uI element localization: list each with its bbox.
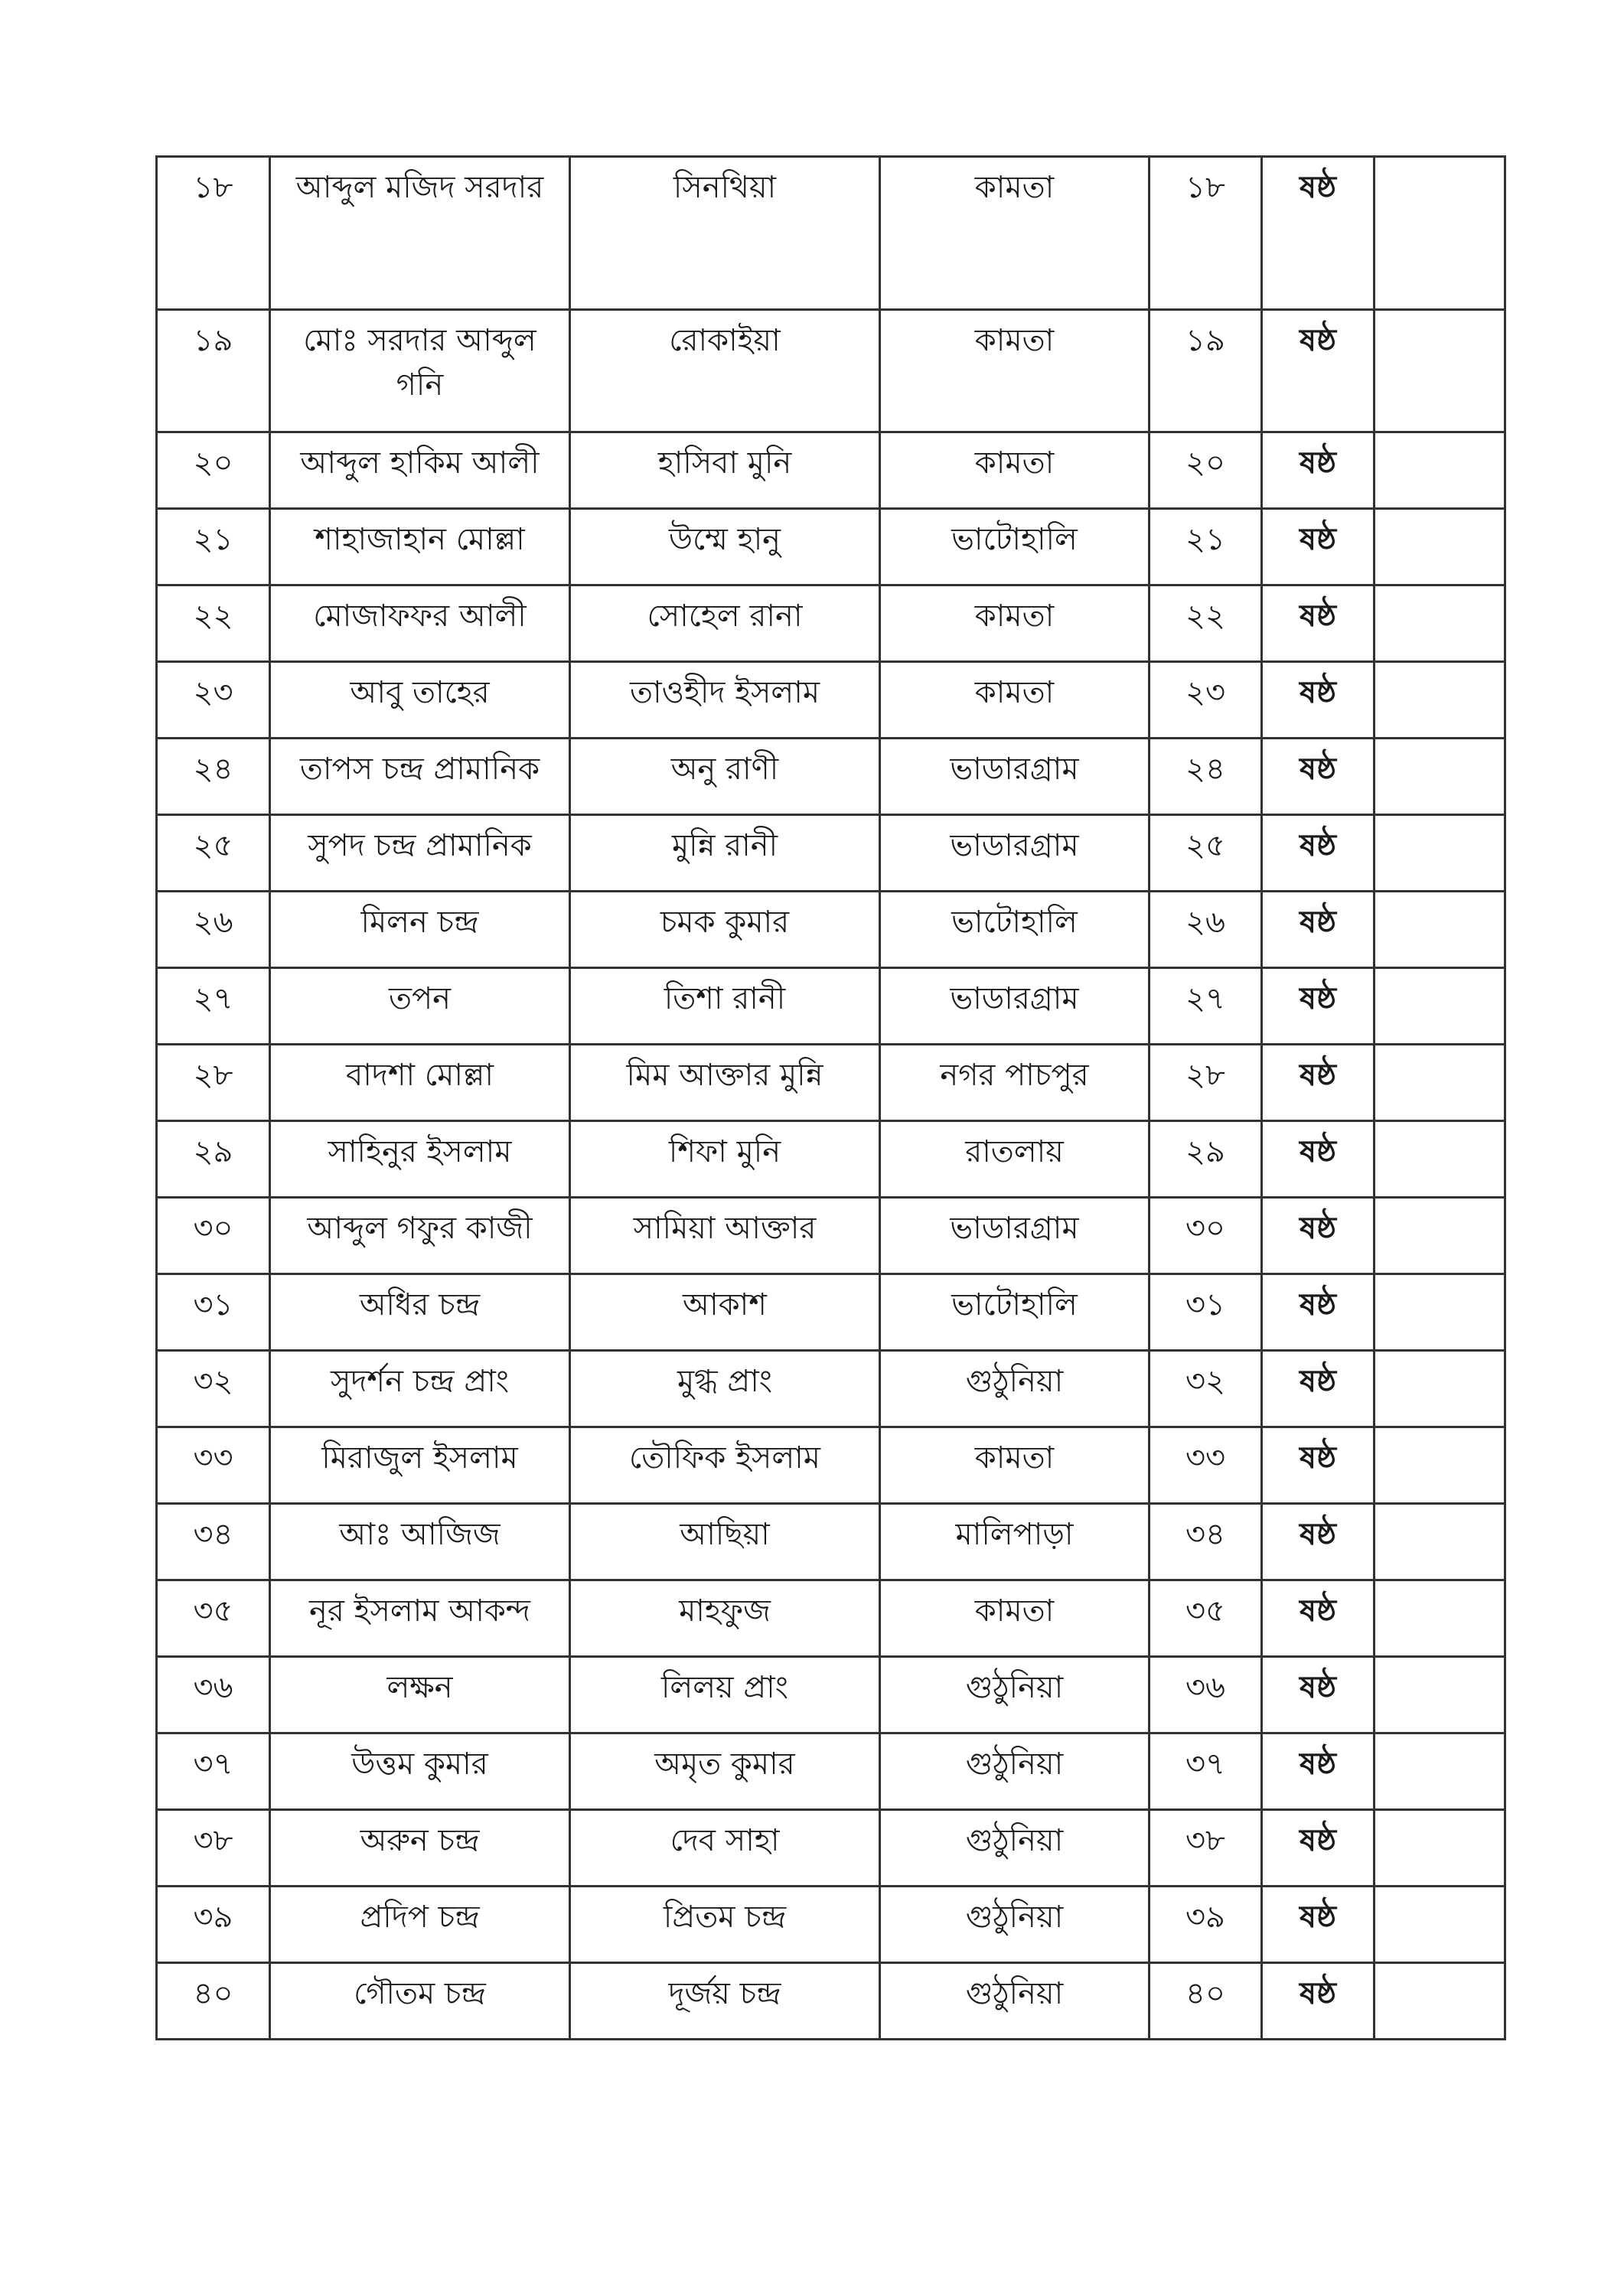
table-row (157, 1198, 1505, 1274)
remarks-cell (1375, 509, 1505, 585)
village-cell: ভাডারগ্রাম (880, 815, 1150, 892)
roll-cell: ২৮ (1150, 1045, 1262, 1121)
class-cell: ষষ্ঠ (1262, 157, 1375, 310)
student-name-cell: অনু রাণী (570, 739, 880, 815)
guardian-name-cell: বাদশা মোল্লা (270, 1045, 570, 1121)
student-name-cell: লিলয় প্রাং (570, 1657, 880, 1733)
remarks-cell (1375, 892, 1505, 968)
serial-cell: ৩৪ (157, 1504, 270, 1580)
serial-cell: ৩৫ (157, 1580, 270, 1657)
remarks-cell (1375, 157, 1505, 310)
village-cell: ভাডারগ্রাম (880, 1198, 1150, 1274)
table-row (157, 1274, 1505, 1351)
guardian-name-cell: সুপদ চন্দ্র প্রামানিক (270, 815, 570, 892)
table-row (157, 1427, 1505, 1504)
village-cell: কামতা (880, 157, 1150, 310)
roll-cell: ২৯ (1150, 1121, 1262, 1198)
serial-cell: ৩১ (157, 1274, 270, 1351)
guardian-name-cell: আব্দুল মজিদ সরদার (270, 157, 570, 310)
serial-cell: ২৫ (157, 815, 270, 892)
student-roster-table (155, 155, 1506, 2040)
class-cell: ষষ্ঠ (1262, 585, 1375, 662)
remarks-cell (1375, 1274, 1505, 1351)
student-name-cell: চমক কুমার (570, 892, 880, 968)
table-row (157, 1351, 1505, 1427)
table-row (157, 892, 1505, 968)
class-cell: ষষ্ঠ (1262, 968, 1375, 1045)
class-cell: ষষ্ঠ (1262, 1963, 1375, 2040)
serial-cell: ৩৯ (157, 1887, 270, 1963)
guardian-name-cell: মোজাফফর আলী (270, 585, 570, 662)
serial-cell: ২৯ (157, 1121, 270, 1198)
village-cell: গুঠুনিয়া (880, 1963, 1150, 2040)
class-cell: ষষ্ঠ (1262, 1198, 1375, 1274)
class-cell: ষষ্ঠ (1262, 739, 1375, 815)
table-row (157, 968, 1505, 1045)
guardian-name-cell: উত্তম কুমার (270, 1733, 570, 1810)
student-name-cell: মিম আক্তার মুন্নি (570, 1045, 880, 1121)
class-cell: ষষ্ঠ (1262, 1427, 1375, 1504)
table-row (157, 1810, 1505, 1887)
remarks-cell (1375, 432, 1505, 509)
village-cell: গুঠুনিয়া (880, 1810, 1150, 1887)
remarks-cell (1375, 1351, 1505, 1427)
roll-cell: ২৩ (1150, 662, 1262, 739)
class-cell: ষষ্ঠ (1262, 310, 1375, 432)
village-cell: কামতা (880, 432, 1150, 509)
class-cell: ষষ্ঠ (1262, 432, 1375, 509)
guardian-name-cell: প্রদিপ চন্দ্র (270, 1887, 570, 1963)
remarks-cell (1375, 310, 1505, 432)
guardian-name-cell: আবু তাহের (270, 662, 570, 739)
village-cell: গুঠুনিয়া (880, 1351, 1150, 1427)
class-cell: ষষ্ঠ (1262, 1504, 1375, 1580)
table-row (157, 310, 1505, 432)
class-cell: ষষ্ঠ (1262, 1121, 1375, 1198)
student-name-cell: তিশা রানী (570, 968, 880, 1045)
student-name-cell: উম্মে হানু (570, 509, 880, 585)
roll-cell: ৪০ (1150, 1963, 1262, 2040)
student-name-cell: মুন্নি রানী (570, 815, 880, 892)
roster-sheet (155, 155, 1504, 2040)
remarks-cell (1375, 1963, 1505, 2040)
remarks-cell (1375, 1657, 1505, 1733)
remarks-cell (1375, 1121, 1505, 1198)
class-cell: ষষ্ঠ (1262, 1274, 1375, 1351)
village-cell: ভাডারগ্রাম (880, 739, 1150, 815)
roster-body (157, 157, 1505, 2040)
student-name-cell: মুগ্ধ প্রাং (570, 1351, 880, 1427)
serial-cell: ৩৭ (157, 1733, 270, 1810)
remarks-cell (1375, 1887, 1505, 1963)
serial-cell: ২২ (157, 585, 270, 662)
serial-cell: ২৭ (157, 968, 270, 1045)
table-row (157, 1963, 1505, 2040)
guardian-name-cell: সাহিনুর ইসলাম (270, 1121, 570, 1198)
serial-cell: ২৪ (157, 739, 270, 815)
serial-cell: ২১ (157, 509, 270, 585)
student-name-cell: সিনথিয়া (570, 157, 880, 310)
roll-cell: ৩৬ (1150, 1657, 1262, 1733)
roll-cell: ৩৭ (1150, 1733, 1262, 1810)
village-cell: কামতা (880, 1427, 1150, 1504)
student-name-cell: দূর্জয় চন্দ্র (570, 1963, 880, 2040)
roll-cell: ৩৫ (1150, 1580, 1262, 1657)
class-cell: ষষ্ঠ (1262, 1887, 1375, 1963)
table-row (157, 432, 1505, 509)
village-cell: গুঠুনিয়া (880, 1657, 1150, 1733)
serial-cell: ২৮ (157, 1045, 270, 1121)
roll-cell: ৩৮ (1150, 1810, 1262, 1887)
student-name-cell: মাহফুজ (570, 1580, 880, 1657)
guardian-name-cell: তাপস চন্দ্র প্রামানিক (270, 739, 570, 815)
serial-cell: ১৮ (157, 157, 270, 310)
student-name-cell: দেব সাহা (570, 1810, 880, 1887)
remarks-cell (1375, 815, 1505, 892)
village-cell: গুঠুনিয়া (880, 1887, 1150, 1963)
class-cell: ষষ্ঠ (1262, 892, 1375, 968)
village-cell: ভাডারগ্রাম (880, 968, 1150, 1045)
village-cell: রাতলায় (880, 1121, 1150, 1198)
table-row (157, 1580, 1505, 1657)
remarks-cell (1375, 662, 1505, 739)
class-cell: ষষ্ঠ (1262, 1045, 1375, 1121)
table-row (157, 1887, 1505, 1963)
class-cell: ষষ্ঠ (1262, 662, 1375, 739)
village-cell: মালিপাড়া (880, 1504, 1150, 1580)
student-name-cell: আকাশ (570, 1274, 880, 1351)
roll-cell: ৩২ (1150, 1351, 1262, 1427)
roll-cell: ২১ (1150, 509, 1262, 585)
roll-cell: ২০ (1150, 432, 1262, 509)
roll-cell: ২৬ (1150, 892, 1262, 968)
remarks-cell (1375, 585, 1505, 662)
roll-cell: ২৭ (1150, 968, 1262, 1045)
roll-cell: ২৪ (1150, 739, 1262, 815)
village-cell: ভাটোহালি (880, 892, 1150, 968)
guardian-name-cell: আব্দুল গফুর কাজী (270, 1198, 570, 1274)
village-cell: ভাটোহালি (880, 509, 1150, 585)
table-row (157, 662, 1505, 739)
village-cell: ভাটোহালি (880, 1274, 1150, 1351)
roll-cell: ২৫ (1150, 815, 1262, 892)
roll-cell: ৩৪ (1150, 1504, 1262, 1580)
village-cell: কামতা (880, 1580, 1150, 1657)
class-cell: ষষ্ঠ (1262, 815, 1375, 892)
guardian-name-cell: সুদর্শন চন্দ্র প্রাং (270, 1351, 570, 1427)
roll-cell: ২২ (1150, 585, 1262, 662)
student-name-cell: হাসিবা মুনি (570, 432, 880, 509)
table-row (157, 157, 1505, 310)
guardian-name-cell: নূর ইসলাম আকন্দ (270, 1580, 570, 1657)
remarks-cell (1375, 1198, 1505, 1274)
guardian-name-cell: অধির চন্দ্র (270, 1274, 570, 1351)
village-cell: কামতা (880, 662, 1150, 739)
remarks-cell (1375, 1580, 1505, 1657)
serial-cell: ৪০ (157, 1963, 270, 2040)
serial-cell: ২৩ (157, 662, 270, 739)
guardian-name-cell: গৌতম চন্দ্র (270, 1963, 570, 2040)
class-cell: ষষ্ঠ (1262, 1657, 1375, 1733)
serial-cell: ৩০ (157, 1198, 270, 1274)
student-name-cell: তাওহীদ ইসলাম (570, 662, 880, 739)
serial-cell: ২০ (157, 432, 270, 509)
remarks-cell (1375, 739, 1505, 815)
student-name-cell: প্রিতম চন্দ্র (570, 1887, 880, 1963)
guardian-name-cell: মিলন চন্দ্র (270, 892, 570, 968)
guardian-name-cell: শাহাজাহান মোল্লা (270, 509, 570, 585)
serial-cell: ৩৩ (157, 1427, 270, 1504)
remarks-cell (1375, 1810, 1505, 1887)
table-row (157, 739, 1505, 815)
serial-cell: ২৬ (157, 892, 270, 968)
table-row (157, 1121, 1505, 1198)
student-name-cell: রোকাইয়া (570, 310, 880, 432)
remarks-cell (1375, 1733, 1505, 1810)
roll-cell: ৩১ (1150, 1274, 1262, 1351)
student-name-cell: সামিয়া আক্তার (570, 1198, 880, 1274)
guardian-name-cell: লক্ষন (270, 1657, 570, 1733)
table-row (157, 509, 1505, 585)
table-row (157, 1733, 1505, 1810)
roll-cell: ৩৯ (1150, 1887, 1262, 1963)
serial-cell: ৩৮ (157, 1810, 270, 1887)
guardian-name-cell: আঃ আজিজ (270, 1504, 570, 1580)
remarks-cell (1375, 1504, 1505, 1580)
roll-cell: ১৯ (1150, 310, 1262, 432)
village-cell: কামতা (880, 585, 1150, 662)
student-name-cell: তৌফিক ইসলাম (570, 1427, 880, 1504)
class-cell: ষষ্ঠ (1262, 1351, 1375, 1427)
village-cell: নগর পাচপুর (880, 1045, 1150, 1121)
guardian-name-cell: তপন (270, 968, 570, 1045)
village-cell: গুঠুনিয়া (880, 1733, 1150, 1810)
class-cell: ষষ্ঠ (1262, 1810, 1375, 1887)
table-row (157, 815, 1505, 892)
serial-cell: ৩৬ (157, 1657, 270, 1733)
guardian-name-cell: মোঃ সরদার আব্দুল গনি (270, 310, 570, 432)
table-row (157, 1657, 1505, 1733)
guardian-name-cell: মিরাজুল ইসলাম (270, 1427, 570, 1504)
class-cell: ষষ্ঠ (1262, 509, 1375, 585)
table-row (157, 1045, 1505, 1121)
remarks-cell (1375, 1427, 1505, 1504)
student-name-cell: সোহেল রানা (570, 585, 880, 662)
table-row (157, 1504, 1505, 1580)
village-cell: কামতা (880, 310, 1150, 432)
class-cell: ষষ্ঠ (1262, 1580, 1375, 1657)
serial-cell: ৩২ (157, 1351, 270, 1427)
student-name-cell: অমৃত কুমার (570, 1733, 880, 1810)
roll-cell: ১৮ (1150, 157, 1262, 310)
remarks-cell (1375, 968, 1505, 1045)
student-name-cell: আছিয়া (570, 1504, 880, 1580)
table-row (157, 585, 1505, 662)
student-name-cell: শিফা মুনি (570, 1121, 880, 1198)
class-cell: ষষ্ঠ (1262, 1733, 1375, 1810)
serial-cell: ১৯ (157, 310, 270, 432)
guardian-name-cell: অরুন চন্দ্র (270, 1810, 570, 1887)
remarks-cell (1375, 1045, 1505, 1121)
guardian-name-cell: আব্দুল হাকিম আলী (270, 432, 570, 509)
roll-cell: ৩০ (1150, 1198, 1262, 1274)
roll-cell: ৩৩ (1150, 1427, 1262, 1504)
